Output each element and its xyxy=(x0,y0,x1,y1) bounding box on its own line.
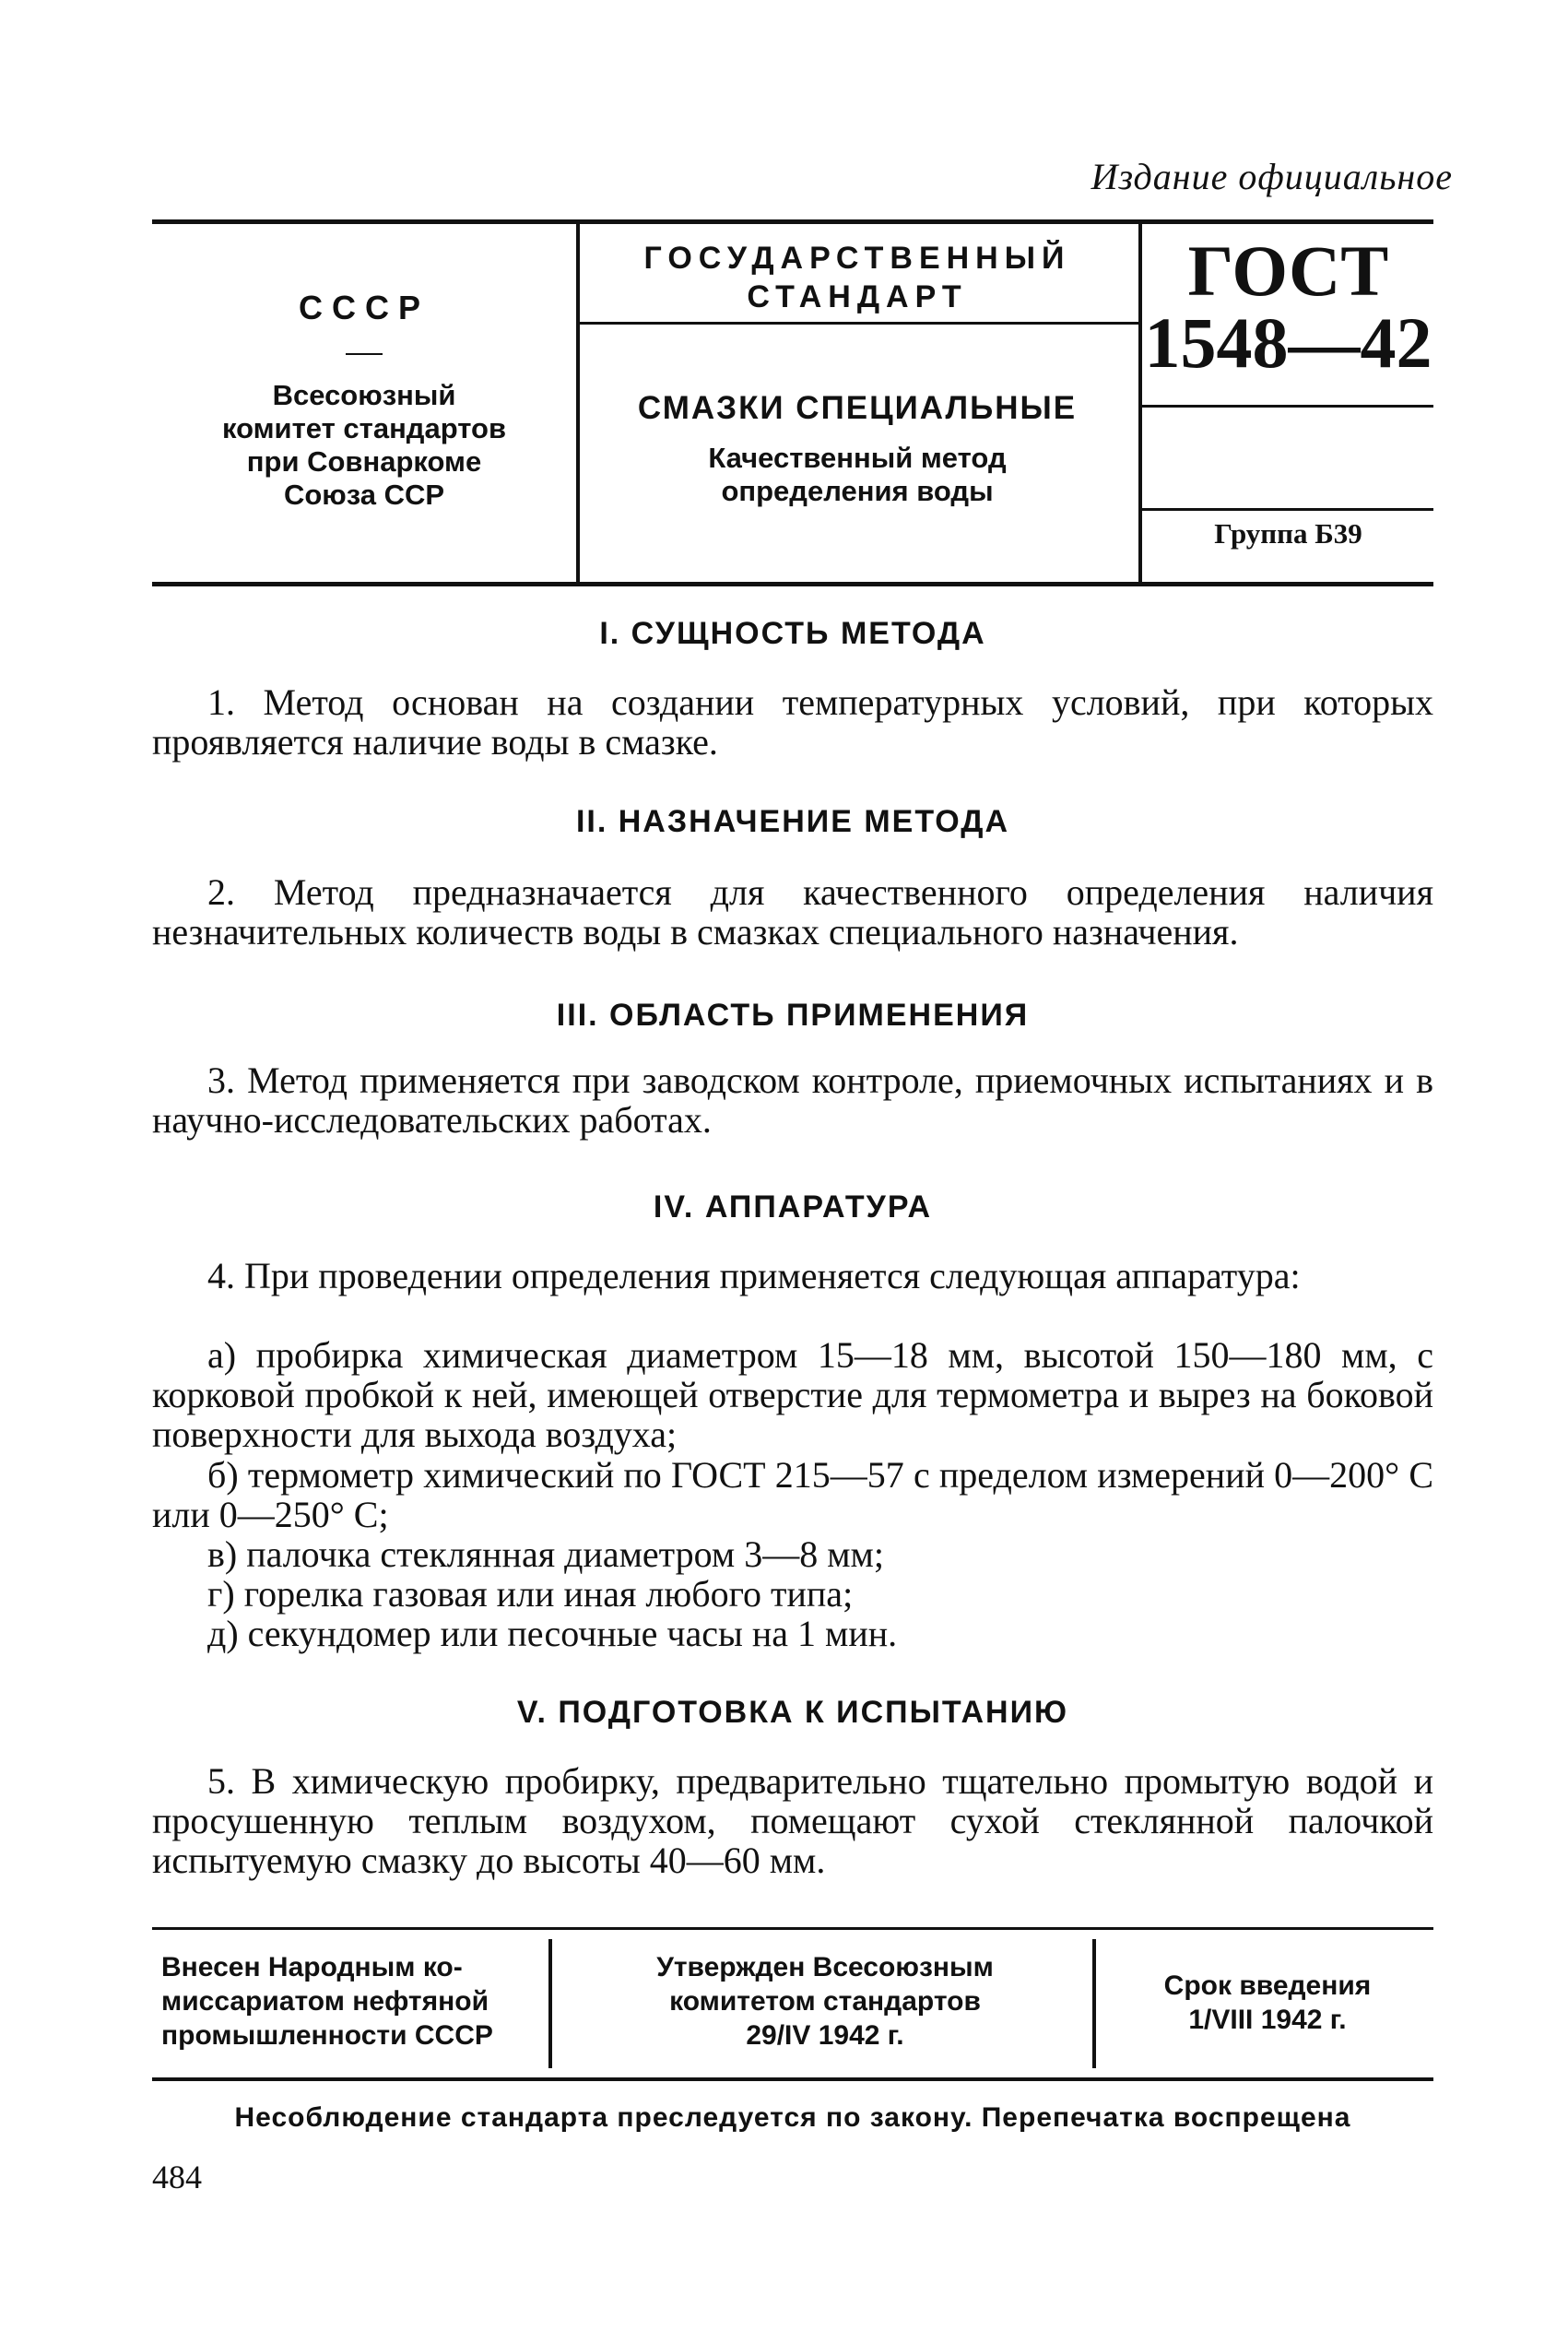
list-item-b: б) термометр химический по ГОСТ 215—57 с пределом измерений 0—200° С или 0—250° С; xyxy=(152,1454,1433,1535)
list-item-a: а) пробирка химическая диаметром 15—18 мм, высотой 150—180 мм, с корковой пробкой к ней, имеющей отверстие для термометра и вырез на боковой поверхности для выхода воздуха; xyxy=(152,1334,1433,1455)
dash-separator xyxy=(346,353,383,355)
committee-name: Всесоюзный комитет стандартов при Совнаркоме Союза ССР xyxy=(221,379,507,511)
section-title-2: II. НАЗНАЧЕНИЕ МЕТОДА xyxy=(575,804,1010,839)
gost-designation xyxy=(1143,231,1433,383)
paragraph-4: 4. При проведении определения применяется следующая аппаратура: xyxy=(207,1255,1301,1296)
section-title-5: V. ПОДГОТОВКА К ИСПЫТАНИЮ xyxy=(516,1695,1069,1730)
header-divider-middle xyxy=(580,322,1138,325)
edition-note: Издание официальное xyxy=(1091,156,1453,197)
state-standard-label: ГОСУДАРСТВЕННЫЙ СТАНДАРТ xyxy=(643,241,1071,314)
group-code: Группа Б39 xyxy=(1214,517,1362,550)
approved-by: Утвержден Всесоюзным комитетом стандартов 29/IV 1942 г. xyxy=(656,1952,994,2051)
header-divider-right xyxy=(1138,224,1142,582)
introduced-by: Внесен Народным ко- миссариатом нефтяной промышленности СССР xyxy=(161,1952,493,2051)
gost-number: 1548—42 xyxy=(1144,302,1432,383)
paragraph-3: 3. Метод применяется при заводском контроле, приемочных испытаниях и в научно-исследовательских работах. xyxy=(152,1059,1433,1141)
footer-divider-left xyxy=(548,1939,552,2068)
effective-date: Срок введения 1/VIII 1942 г. xyxy=(1163,1970,1372,2035)
standard-title: СМАЗКИ СПЕЦИАЛЬНЫЕ xyxy=(637,390,1078,426)
reprint-notice: Несоблюдение стандарта преследуется по закону. Перепечатка воспрещена xyxy=(234,2102,1351,2133)
paragraph-2: 2. Метод предназначается для качественного определения наличия незначительных количеств воды в смазках специального назначения. xyxy=(152,871,1433,953)
list-item-v: в) палочка стеклянная диаметром 3—8 мм; xyxy=(207,1533,884,1575)
header-divider-group xyxy=(1142,508,1433,511)
header-divider-gost xyxy=(1142,405,1433,408)
paragraph-1: 1. Метод основан на создании температурных условий, при которых проявляется наличие воды в смазке. xyxy=(152,681,1433,763)
section-title-3: III. ОБЛАСТЬ ПРИМЕНЕНИЯ xyxy=(556,998,1030,1033)
page-number: 484 xyxy=(152,2159,202,2195)
header-divider-left xyxy=(576,224,580,582)
section-title-4: IV. АППАРАТУРА xyxy=(653,1189,933,1225)
standard-header xyxy=(152,219,1433,586)
footer-divider-right xyxy=(1092,1939,1096,2068)
list-item-d: д) секундомер или песочные часы на 1 мин. xyxy=(207,1613,898,1654)
country-name: СССР xyxy=(298,289,430,326)
standard-subtitle: Качественный метод определения воды xyxy=(708,442,1007,507)
paragraph-5: 5. В химическую пробирку, предварительно тщательно промытую водой и просушенную теплым воздухом, помещают сухой стеклянной палочкой испытуемую смазку до высоты 40—60 мм. xyxy=(152,1760,1433,1881)
standard-footer xyxy=(152,1927,1433,2081)
gost-label: ГОСТ xyxy=(1187,231,1389,311)
section-title-1: I. СУЩНОСТЬ МЕТОДА xyxy=(599,616,986,651)
list-item-g: г) горелка газовая или иная любого типа; xyxy=(207,1573,854,1615)
